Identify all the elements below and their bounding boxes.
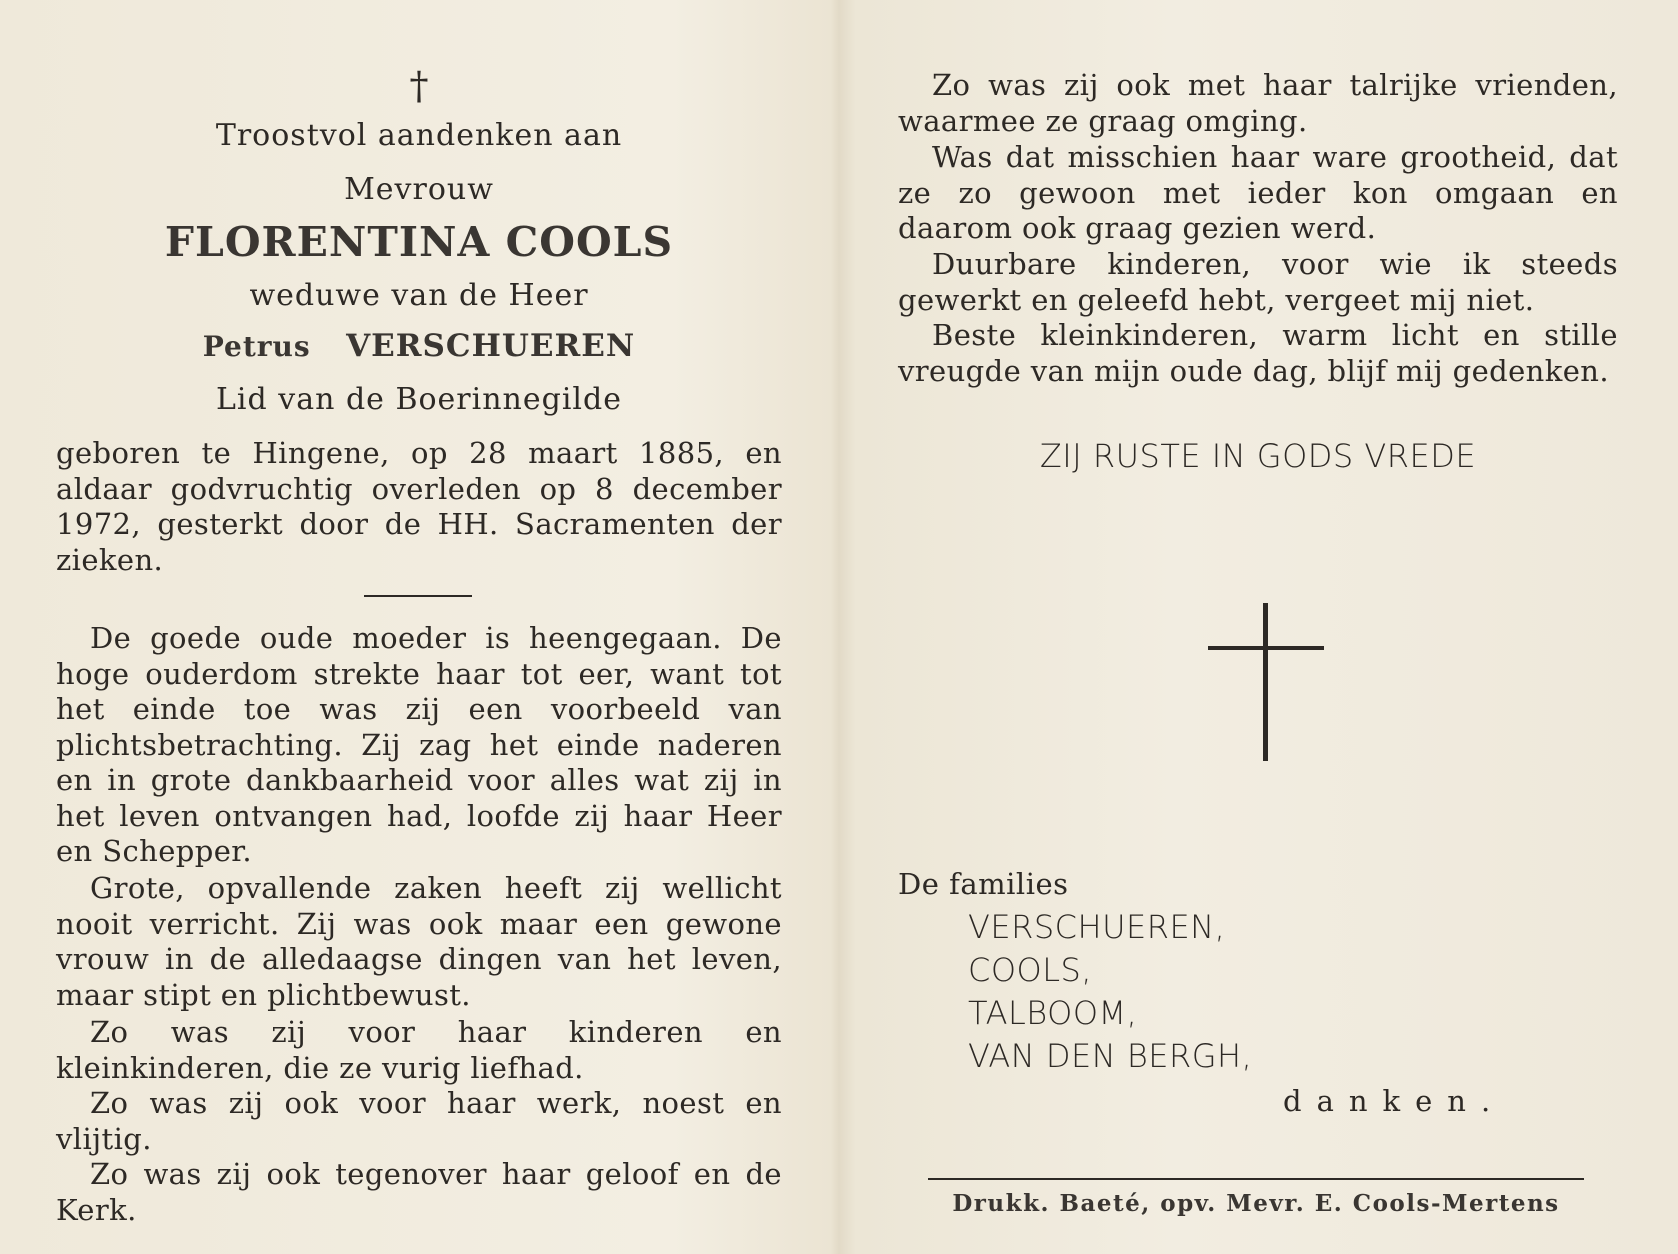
membership-line: Lid van de Boerinnegilde: [216, 382, 622, 417]
birth-death-paragraph: geboren te Hingene, op 28 maart 1885, en aldaar godvruchtig overleden op 8 december 1972, gesterkt door de HH. Sacramenten der zieken.: [56, 436, 782, 577]
memorial-paragraph: Beste kleinkinderen, warm licht en stille vreugde van mijn oude dag, blijf mij gedenken.: [898, 318, 1618, 388]
families-title: De families: [898, 867, 1069, 901]
widow-line: weduwe van de Heer: [249, 278, 589, 313]
small-cross-icon: †: [409, 64, 429, 108]
memorial-paragraph: Was dat misschien haar ware grootheid, dat ze zo gewoon met ieder kon omgaan en daarom ook graag gezien werd.: [898, 140, 1618, 245]
memorial-paragraph: Duurbare kinderen, voor wie ik steeds gewerkt en geleefd hebt, vergeet mij niet.: [898, 247, 1618, 317]
deceased-name: FLORENTINA COOLS: [164, 218, 674, 266]
family-name: VERSCHUEREN,: [968, 908, 1226, 946]
rest-in-peace-line: ZIJ RUSTE IN GODS VREDE: [1039, 437, 1477, 475]
memorial-paragraph: Zo was zij ook tegenover haar geloof en de Kerk.: [56, 1157, 782, 1227]
printer-credit: Drukk. Baeté, opv. Mevr. E. Cools-Mertens: [952, 1190, 1560, 1217]
footer-rule: [928, 1178, 1584, 1180]
separator-line: [364, 595, 472, 597]
family-name: COOLS,: [968, 951, 1093, 989]
memorial-paragraph: Grote, opvallende zaken heeft zij wellicht nooit verricht. Zij was ook maar een gewone vrouw in de alledaagse dingen van het leven, maar stipt en plichtbewust.: [56, 871, 782, 1012]
memorial-paragraph: Zo was zij ook voor haar werk, noest en vlijtig.: [56, 1086, 782, 1156]
memorial-paragraph: Zo was zij voor haar kinderen en kleinkinderen, die ze vurig liefhad.: [56, 1015, 782, 1085]
intro-line: Troostvol aandenken aan: [215, 118, 623, 153]
cross-icon: [1208, 603, 1324, 761]
memorial-paragraph: De goede oude moeder is heengegaan. De hoge ouderdom strekte haar tot eer, want tot het einde toe was zij een voorbeeld van plichtsbetrachting. Zij zag het einde naderen en in grote dankbaarheid voor alles wat zij in het leven ontvangen had, loofde zij haar Heer en Schepper.: [56, 621, 782, 868]
husband-last-name: VERSCHUEREN: [346, 328, 636, 364]
husband-first-name: Petrus: [202, 330, 311, 363]
family-name: TALBOOM,: [968, 994, 1138, 1032]
memorial-paragraph: Zo was zij ook met haar talrijke vrienden, waarmee ze graag omging.: [898, 68, 1618, 138]
family-name: VAN DEN BERGH,: [968, 1037, 1253, 1075]
husband-name: [56, 328, 782, 364]
thanks-line: danken.: [1283, 1084, 1506, 1118]
title-line: Mevrouw: [344, 172, 494, 207]
